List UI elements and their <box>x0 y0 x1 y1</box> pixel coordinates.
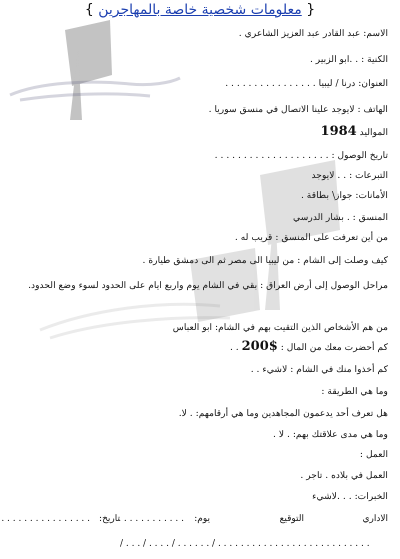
signature-admin-label: الاداري <box>362 514 388 524</box>
field-how-know: من أين تعرفت على المنسق : قريب له . <box>234 232 388 243</box>
birth-value: 1984 <box>320 124 357 139</box>
field-experience: الخبرات: . . .لاشيء <box>312 491 388 502</box>
signature-day-dots: . . . . . . . . . . . . <box>118 514 184 524</box>
title-close-brace: } <box>84 2 94 18</box>
money-value: $200 <box>241 339 278 354</box>
field-work: العمل : <box>359 449 388 460</box>
field-kunya: الكنية : . .ابو الزبير . <box>309 54 388 65</box>
field-arrival: تاريخ الوصول : . . . . . . . . . . . . . . . . . . . . <box>214 150 388 161</box>
field-money <box>10 341 388 354</box>
field-taken: كم أخذوا منك في الشام : لاشيء . . <box>250 364 388 375</box>
field-phone: الهاتف : لايوجد علينا الاتصال في منسق سوريا . <box>208 104 388 115</box>
field-relation: وما هي مدى علاقتك بهم: . لا . <box>273 429 388 440</box>
field-address: العنوان: درنا / ليبيا . . . . . . . . . . . . . . . . <box>225 78 388 89</box>
field-how-reach: كيف وصلت إلى الشام : من ليبيا الى مصر ثم الى دمشق طيارة . <box>142 255 388 266</box>
signature-date-label: تاريخ: <box>99 514 120 524</box>
field-deposits: الأمانات: جواز\ بطاقة . <box>300 190 388 201</box>
signature-row <box>1 514 388 528</box>
field-method: وما هي الطريقة : <box>321 386 388 397</box>
field-name: الاسم: عبد القادر عبد العزيز الشاعري . <box>238 28 388 39</box>
field-coordinator: المنسق : . بشار الدرسي <box>293 212 388 223</box>
field-donations: التبرعات : . . لايوجد <box>311 170 388 181</box>
signature-date-dots: . . . . . . . . . . . . . . . . <box>1 514 90 524</box>
money-label: كم أحضرت معك من المال : <box>280 342 388 353</box>
field-stages: مراحل الوصول إلى أرض العراق : بقي في الشام يوم واربع ايام على الحدود لسوء وضع الحدود. <box>28 280 388 291</box>
bottom-dotted-line: / . . . / . . . . / . . . . . . / . . . . . . . . . . . . . . . . . . . . . . . . . . . <box>120 539 370 549</box>
field-know-mujahideen: هل تعرف أحد يدعمون المجاهدين وما هي أرقامهم: . لا. <box>178 408 388 419</box>
birth-label: المواليد <box>359 127 388 138</box>
money-tail: . . <box>229 342 239 353</box>
title-text: معلومات شخصية خاصة بالمهاجرين <box>98 2 302 18</box>
signature-day-label: يوم: <box>194 514 210 524</box>
signature-label: التوقيع <box>279 514 304 524</box>
title-open-brace: { <box>306 2 316 18</box>
page-title <box>0 2 400 18</box>
field-birth <box>10 126 388 139</box>
field-met-people: من هم الأشخاص الذين التقيت بهم في الشام: ابو العباس <box>172 322 388 333</box>
field-work-home: العمل في بلاده . تاجر . <box>300 470 388 481</box>
